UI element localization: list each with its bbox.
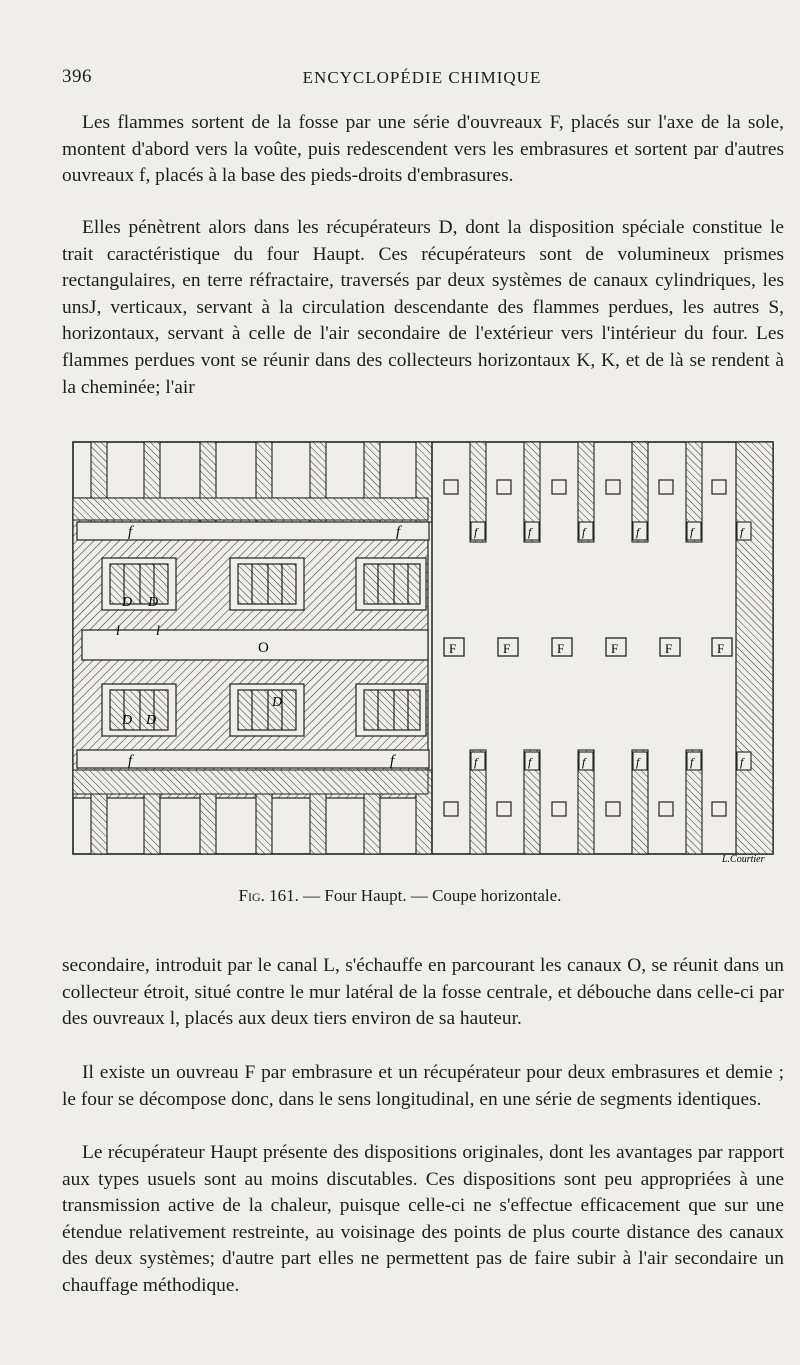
label-d-3: D	[122, 713, 133, 728]
label-f-r7: f	[474, 755, 478, 769]
label-l-2: l	[156, 624, 160, 639]
label-F-6: F	[717, 641, 725, 656]
label-f-r2: f	[528, 525, 532, 539]
label-f-r6: f	[740, 525, 744, 539]
paragraph-recuperateurs: Elles pénètrent alors dans les récupérateurs D, dont la disposition spéciale constitue le trait caractéristique du four Haupt. Ces récupérateurs sont de volumineux prismes rectangulaires, en terre réfractaire, traversés par deux systèmes de canaux cylindriques, les unsJ, verticaux, servant à la circulation descendante des flammes perdues, les autres S, horizontaux, servant à celle de l'air secondaire de l'extérieur vers l'intérieur du four. Les flammes perdues vont se réunir dans des collecteurs horizontaux K, K, et de là se rendent à la cheminée; l'air	[62, 217, 784, 398]
engraver-signature: L.Courtier	[722, 854, 765, 865]
label-f-r4: f	[636, 525, 640, 539]
label-d-5: D	[272, 695, 283, 710]
label-f-lower-4: f	[390, 753, 395, 769]
caption-label: Fig. 161.	[238, 886, 299, 905]
label-f-r11: f	[690, 755, 694, 769]
label-f-r12: f	[740, 755, 744, 769]
label-d-1: D	[122, 595, 133, 610]
label-f-lower-2: f	[396, 524, 401, 540]
recuperators-lower	[102, 684, 426, 736]
label-F-2: F	[503, 641, 511, 656]
label-l-1: l	[116, 624, 120, 639]
label-o: O	[258, 640, 269, 656]
label-f-r10: f	[636, 755, 640, 769]
label-f-lower: f	[128, 524, 133, 540]
label-F-3: F	[557, 641, 565, 656]
ouvreaux-F-axis	[444, 638, 732, 656]
page-number: 396	[62, 66, 92, 87]
label-F-4: F	[611, 641, 619, 656]
right-wall	[736, 442, 773, 854]
caption-text: — Four Haupt. — Coupe horizontale.	[298, 886, 562, 905]
ouvreaux-f-bottom	[471, 752, 751, 770]
label-f-r1: f	[474, 525, 478, 539]
label-f-r5: f	[690, 525, 694, 539]
label-f-r9: f	[582, 755, 586, 769]
label-F-5: F	[665, 641, 673, 656]
page-header	[62, 66, 782, 92]
label-d-4: D	[146, 713, 157, 728]
ouvreaux-f-top	[471, 522, 751, 540]
furnace-section-diagram	[60, 430, 790, 870]
label-F-1: F	[449, 641, 457, 656]
label-f-r8: f	[528, 755, 532, 769]
running-title: ENCYCLOPÉDIE CHIMIQUE	[302, 68, 542, 87]
paragraph-flammes: Les flammes sortent de la fosse par une série d'ouvreaux F, placés sur l'axe de la sole, montent d'abord vers la voûte, puis redescendent vers les embrasures et sortent par d'autres ouvreaux f, placés à la base des pieds-droits d'embrasures.	[62, 112, 784, 187]
label-f-r3: f	[582, 525, 586, 539]
label-d-2: D	[148, 595, 159, 610]
paragraph-ouvreau: Il existe un ouvreau F par embrasure et un récupérateur pour deux embrasures et demie ; le four se décompose donc, dans le sens longitudinal, en une série de segments identiques.	[62, 1062, 784, 1110]
figure-four-haupt	[60, 430, 790, 870]
paragraph-secondaire: secondaire, introduit par le canal L, s'échauffe en parcourant les canaux O, se réunit dans un collecteur étroit, situé contre le mur latéral de la fosse centrale, et débouche dans celle-ci par des ouvreaux l, placés aux deux tiers environ de sa hauteur.	[62, 955, 784, 1030]
figure-caption	[0, 886, 800, 906]
label-f-lower-3: f	[128, 753, 133, 769]
channel-o	[82, 630, 428, 660]
paragraph-recuperateur-haupt: Le récupérateur Haupt présente des dispositions originales, dont les avantages par rapport aux types usuels sont au moins discutables. Ces dispositions sont peu appropriées à une transmission active de la chaleur, puisque celle-ci ne s'effectue efficacement que sur une étendue relativement restreinte, au voisinage des points de plus courte distance des canaux des deux systèmes; d'autre part elles ne permettent pas de faire subir à l'air secondaire un chauffage méthodique.	[62, 1142, 784, 1296]
